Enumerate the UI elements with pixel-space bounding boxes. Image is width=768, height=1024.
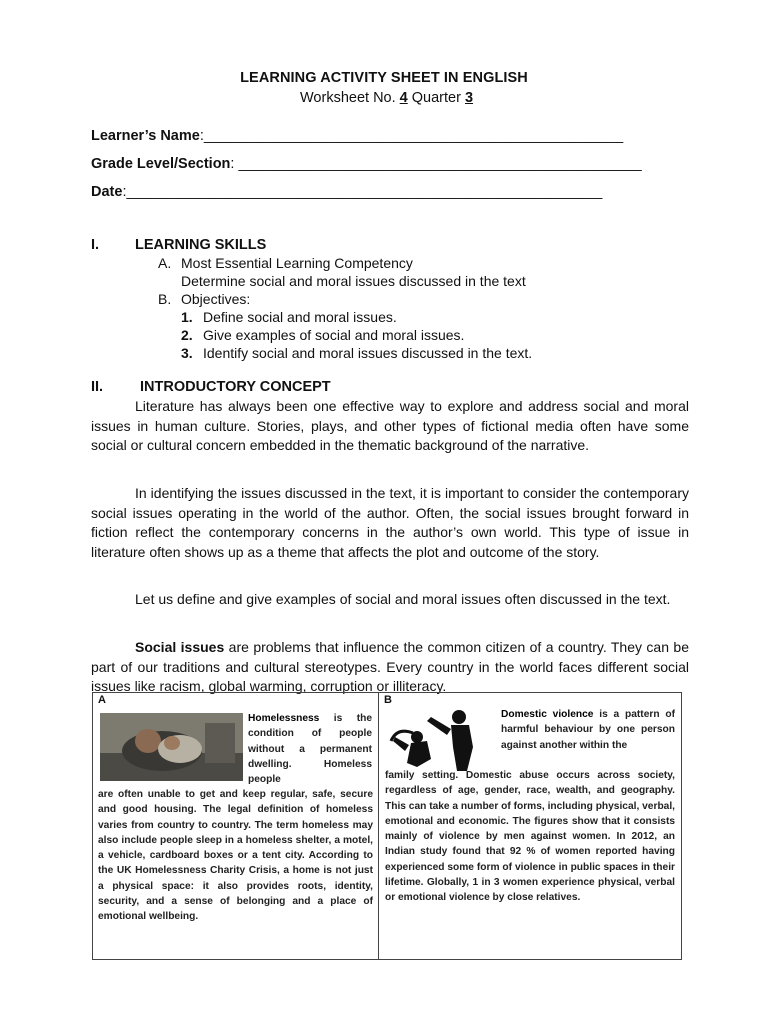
learner-name-field[interactable] — [91, 128, 623, 144]
objective-3-number: 3. — [181, 345, 193, 361]
quarter-prefix: Quarter — [407, 90, 465, 106]
worksheet-prefix: Worksheet No. — [300, 90, 400, 106]
example-box-b — [379, 693, 681, 959]
intro-paragraph-3-text: Let us define and give examples of social and moral issues often discussed in the text. — [135, 591, 671, 607]
box-b-term: Domestic violence — [501, 709, 594, 720]
competency-label: A. — [158, 255, 172, 271]
intro-paragraph-3 — [91, 590, 689, 610]
competency-heading: Most Essential Learning Competency — [181, 255, 413, 271]
objectives-label: B. — [158, 291, 172, 307]
learner-name-label: Learner’s Name — [91, 128, 200, 144]
objective-3-text: Identify social and moral issues discussed in the text. — [203, 345, 533, 361]
learner-name-line: :____________________________________________________ — [199, 128, 624, 144]
domestic-violence-image — [387, 707, 497, 771]
example-box-a — [93, 693, 379, 959]
intro-paragraph-1 — [91, 397, 689, 456]
date-label: Date — [91, 184, 123, 200]
sheet-title: LEARNING ACTIVITY SHEET IN ENGLISH — [240, 70, 528, 86]
worksheet-number: 4 — [399, 90, 408, 106]
date-line: :___________________________________________________________ — [122, 184, 603, 200]
objective-1-text: Define social and moral issues. — [203, 309, 397, 325]
section2-title: INTRODUCTORY CONCEPT — [140, 379, 331, 395]
box-b-body: family setting. Domestic abuse occurs across society, regardless of age, gender, race, wealth, and geography. This can take a number of forms, including physical, verbal, emotional and economic. The figures show that it consists mainly of violence by men against women. In 2012, an Indian study found that 92 % of women reported having experienced some form of violence in public spaces in their lifetime. Globally, 1 in 3 women experience physical, verbal or emotional violence by close relatives. — [385, 770, 675, 904]
intro-paragraph-2 — [91, 484, 689, 562]
box-a-side-text: is the condition of people without a permanent dwelling. Homeless people — [248, 713, 372, 786]
grade-section-line: : __________________________________________________ — [230, 156, 642, 172]
objective-2-number: 2. — [181, 327, 193, 343]
social-issues-term: Social issues — [135, 639, 225, 655]
box-b-intro — [501, 707, 675, 753]
section2-number: II. — [91, 379, 104, 395]
box-a-label: A — [98, 694, 106, 706]
examples-table — [92, 692, 682, 960]
box-a-intro — [248, 711, 372, 787]
date-field[interactable] — [91, 184, 602, 200]
quarter-number: 3 — [464, 90, 474, 106]
objectives-heading: Objectives: — [181, 291, 251, 307]
box-b-side-text: is a pattern of harmful behaviour by one person against another within the — [501, 709, 675, 751]
box-a-body: are often unable to get and keep regular, safe, secure and good housing. The legal definition of homeless varies from country to country. The term homeless may also include people sleep in a homeless shelter, a motel, a vehicle, cardboard boxes or a tent city. According to the UK Homelessness Charity Crisis, a home is not just a physical space: it also provides roots, identity, security, and a sense of belonging and a place of emotional wellbeing. — [98, 789, 373, 923]
intro-paragraph-2-text: In identifying the issues discussed in the text, it is important to consider the contemporary social issues operating in the world of the author. Often, the social issues brought forward in fiction reflect the contemporary concerns in the author’s own world. This type of issue in literature often shows up as a theme that affects the plot and outcome of the story. — [91, 485, 689, 560]
worksheet-info — [300, 90, 473, 106]
objective-1-number: 1. — [181, 309, 193, 325]
grade-section-field[interactable] — [91, 156, 642, 172]
section1-number: I. — [91, 237, 100, 253]
objective-2-text: Give examples of social and moral issues. — [203, 327, 465, 343]
homelessness-photo — [100, 713, 243, 781]
grade-section-label: Grade Level/Section — [91, 156, 231, 172]
social-issues-paragraph — [91, 638, 689, 697]
box-b-label: B — [384, 694, 392, 706]
social-issues-definition: are problems that influence the common citizen of a country. They can be part of our traditions and cultural stereotypes. Every country in the world faces different social issues like racism, global warming, corruption or illiteracy. — [91, 639, 689, 694]
section1-title: LEARNING SKILLS — [135, 237, 267, 253]
competency-detail: Determine social and moral issues discussed in the text — [181, 273, 526, 289]
intro-paragraph-1-text: Literature has always been one effective way to explore and address social and moral issues in human culture. Stories, plays, and other types of fictional media often have some social or cultural concern embedded in the thematic background of the narrative. — [91, 398, 689, 453]
box-a-term: Homelessness — [248, 713, 320, 724]
